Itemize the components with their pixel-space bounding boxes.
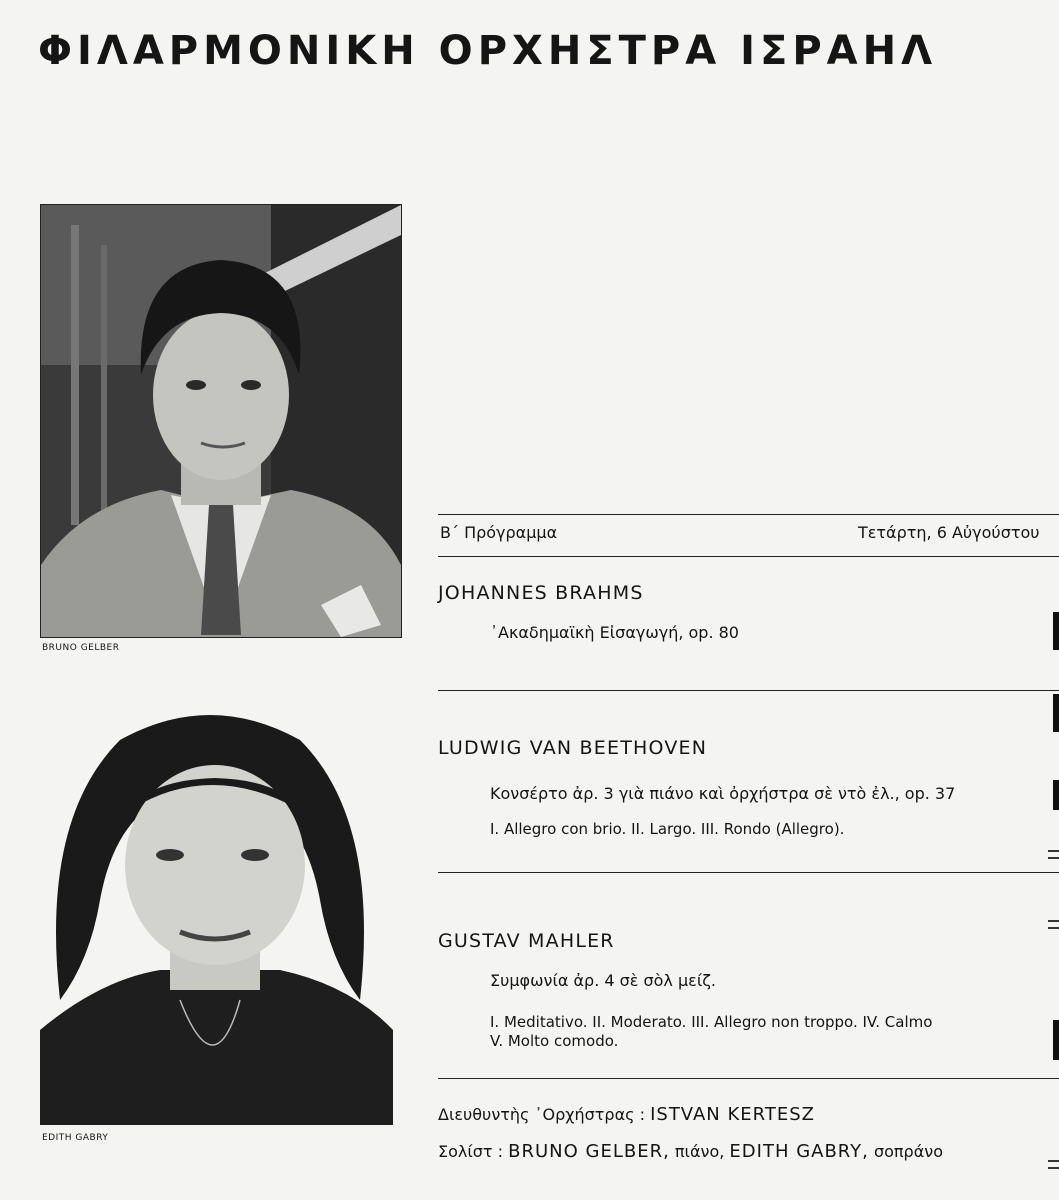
binder-tab (1053, 1020, 1059, 1060)
binder-tab (1053, 694, 1059, 732)
movements-line: V. Molto comodo. (490, 1032, 619, 1050)
movements-line: I. Allegro con brio. II. Largo. III. Rondo (Allegro). (490, 820, 845, 838)
conductor-line (438, 1104, 815, 1125)
binder-tab (1053, 780, 1059, 810)
photo-caption: EDITH GABRY (42, 1133, 109, 1143)
page-title: ΦΙΛΑΡΜΟΝΙΚΗ ΟΡΧΗΣΤΡΑ ΙΣΡΑΗΛ (38, 28, 938, 74)
composer-name: GUSTAV MAHLER (438, 930, 615, 952)
soloists-line (438, 1141, 943, 1162)
divider (438, 556, 1059, 557)
portrait-image (41, 205, 401, 637)
portrait-photo-bruno-gelber (40, 204, 402, 638)
work-title: ᾽Ακαδημαϊκὴ Εἰσαγωγή, op. 80 (490, 623, 739, 642)
binder-ring (1048, 920, 1059, 929)
binder-tab (1053, 612, 1059, 650)
divider (438, 690, 1059, 691)
program-date: Τετάρτη, 6 Αὐγούστου (858, 523, 1040, 542)
soloist-name: BRUNO GELBER, (508, 1141, 670, 1162)
work-title: Συμφωνία ἀρ. 4 σὲ σὸλ μείζ. (490, 971, 717, 990)
portrait-photo-edith-gabry (40, 700, 393, 1125)
photo-caption: BRUNO GELBER (42, 643, 120, 653)
divider (438, 872, 1059, 873)
movements-line: I. Meditativo. II. Moderato. III. Allegro non troppo. IV. Calmo (490, 1013, 933, 1031)
portrait-image (40, 700, 393, 1125)
binder-ring (1048, 850, 1059, 859)
divider (438, 1078, 1059, 1079)
soloist-name: EDITH GABRY, (729, 1141, 869, 1162)
conductor-label: Διευθυντὴς ᾽Ορχήστρας : (438, 1105, 645, 1124)
binder-ring (1048, 1160, 1059, 1169)
soloist-role: πιάνο, (674, 1142, 725, 1161)
program-label: Β΄ Πρόγραμμα (440, 523, 558, 542)
work-title: Κονσέρτο ἀρ. 3 γιὰ πιάνο καὶ ὀρχήστρα σὲ ντὸ ἐλ., op. 37 (490, 784, 956, 803)
composer-name: LUDWIG VAN BEETHOVEN (438, 737, 708, 759)
divider (438, 514, 1059, 515)
soloists-label: Σολίστ : (438, 1142, 504, 1161)
soloist-role: σοπράνο (873, 1142, 943, 1161)
conductor-name: ISTVAN KERTESZ (650, 1104, 815, 1125)
composer-name: JOHANNES BRAHMS (438, 582, 644, 604)
